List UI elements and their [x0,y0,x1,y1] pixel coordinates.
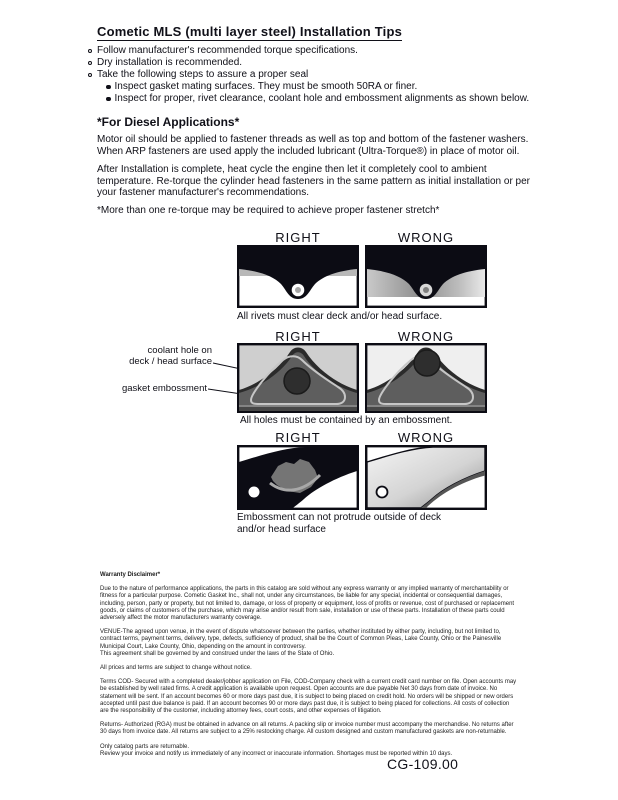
retorque-note: *More than one re-torque may be required to achieve proper fastener stretch* [97,205,440,216]
legal-paragraph: This agreement shall be governed by and construed under the laws of the State of Ohio. [100,650,335,657]
figure2-right-diagram [237,343,359,413]
list-item [88,57,558,69]
diesel-paragraph: Motor oil should be applied to fastener threads as well as top and bottom of the fastener washers. When ARP fasteners are used apply the included lubricant (Ultra-Torque®) in place of motor oil. [97,134,529,157]
figure2-wrong-label: WRONG [397,329,455,344]
figure1-wrong-diagram [365,245,487,308]
figure2-caption: All holes must be contained by an embossment. [240,415,453,426]
caption-line: and/or head surface [237,524,326,535]
figure1-right-label: RIGHT [275,230,321,245]
list-item [88,69,558,81]
coolant-hole-icon [414,350,440,376]
open-bullet-icon [88,49,92,53]
legal-paragraph: Terms COD- Secured with a completed dealer/jobber application on File, COD-Company check with a current credit card number on file. Open accounts may be established by well rated firms. A credit application is available upon request. Open accounts are due payable Net 30 days from date of invoice. No statement will be sent. If an account becomes 60 or more days past due, it is subject to being placed on credit hold. No orders will be shipped or new orders accepted until past due balance is paid. If an account becomes 90 or more days past due, it is subject to being placed for collections. All costs of collection are the responsibility of the customer, including attorney fees, court costs, and other expenses of litigation. [100,679,517,715]
hole-embossment-right-drawing [237,343,359,413]
figure3-caption [237,512,441,536]
coolant-hole-icon [284,368,310,394]
rivet-clearance-wrong-drawing [365,245,487,308]
figure3-wrong-label: WRONG [397,430,455,445]
diesel-section-heading: *For Diesel Applications* [97,115,240,129]
figure1-caption: All rivets must clear deck and/or head surface. [237,311,443,322]
list-item [88,93,558,105]
list-item [88,81,558,93]
tip-text: Inspect gasket mating surfaces. They must be smooth 50RA or finer. [114,81,418,92]
open-bullet-icon [88,73,92,77]
installation-tips-list [88,45,558,105]
figure3-right-label: RIGHT [275,430,321,445]
tip-text: Take the following steps to assure a proper seal [97,69,309,80]
figure2-right-label: RIGHT [275,329,321,344]
page-title: Cometic MLS (multi layer steel) Installation Tips [97,24,403,39]
tip-text: Dry installation is recommended. [97,57,243,68]
coolant-hole-annotation [108,345,212,367]
legal-paragraph: Returns- Authorized (RGA) must be obtained in advance on all returns. A packing slip or invoice number must accompany the merchandise. No returns after 30 days from invoice date. All returns are subject to a 25% restocking charge. All custom designed and custom manufactured gaskets are non-returnable. [100,722,514,736]
list-item [88,45,558,57]
filled-bullet-icon [106,97,111,102]
bolt-hole-icon [249,487,260,498]
protrusion-wrong-drawing [365,445,487,510]
legal-paragraph: Due to the nature of performance applications, the parts in this catalog are sold without any express warranty or any implied warranty of merchantability or fitness for a particular purpose. Cometic Gasket Inc., shall not, under any circumstances, be liable for any special, incidental or consequential damages, including, person, party or property, but not limited to, damage, or loss of property or equipment, loss of profits or revenue, cost of purchased or replacement goods, or claims of customers of the purchase, which may arise and/or result from sale, installation or use of these parts. Installation of these parts could adversely affect the motor manufacturers warranty coverage. [100,586,515,622]
protrusion-right-drawing [237,445,359,510]
legal-paragraph: All prices and terms are subject to change without notice. [100,665,252,672]
legal-paragraph: VENUE-The agreed upon venue, in the event of dispute whatsoever between the parties, whether instituted by either party, including, but not limited to, contract terms, payment terms, delivery, type, defects, sufficiency of product, shall be the Court of Common Pleas, Lake County, Ohio or the Painesville Municipal Court, Lake County, Ohio, depending on the amount in controversy. [100,629,502,650]
warranty-disclaimer-heading: Warranty Disclaimer* [100,572,161,578]
rivet-clearance-right-drawing [237,245,359,308]
figure3-right-diagram [237,445,359,510]
annotation-line: coolant hole on [147,345,212,356]
page-number: CG-109.00 [387,756,459,772]
bolt-hole-icon [377,487,388,498]
open-bullet-icon [88,61,92,65]
figure2-wrong-diagram [365,343,487,413]
hole-embossment-wrong-drawing [365,343,487,413]
figure1-right-diagram [237,245,359,308]
figure3-wrong-diagram [365,445,487,510]
figure1-wrong-label: WRONG [397,230,455,245]
diesel-paragraph: After Installation is complete, heat cycle the engine then let it completely cool to ambient temperature. Re-torque the cylinder head fasteners in the same pattern as initial installation or per your fastener manufacturer's recommendations. [97,164,531,198]
annotation-line: deck / head surface [129,356,212,367]
tip-text: Follow manufacturer's recommended torque specifications. [97,45,358,56]
legal-paragraph: Review your invoice and notify us immediately of any incorrect or inaccurate information. Shortages must be reported within 10 days. [100,750,453,757]
legal-paragraph: Only catalog parts are returnable. [100,743,190,750]
tip-text: Inspect for proper, rivet clearance, coolant hole and embossment alignments as shown below. [114,93,530,104]
caption-line: Embossment can not protrude outside of deck [237,512,442,523]
warranty-disclaimer-section [100,572,519,765]
filled-bullet-icon [106,85,111,90]
gasket-embossment-annotation: gasket embossment [121,383,207,394]
